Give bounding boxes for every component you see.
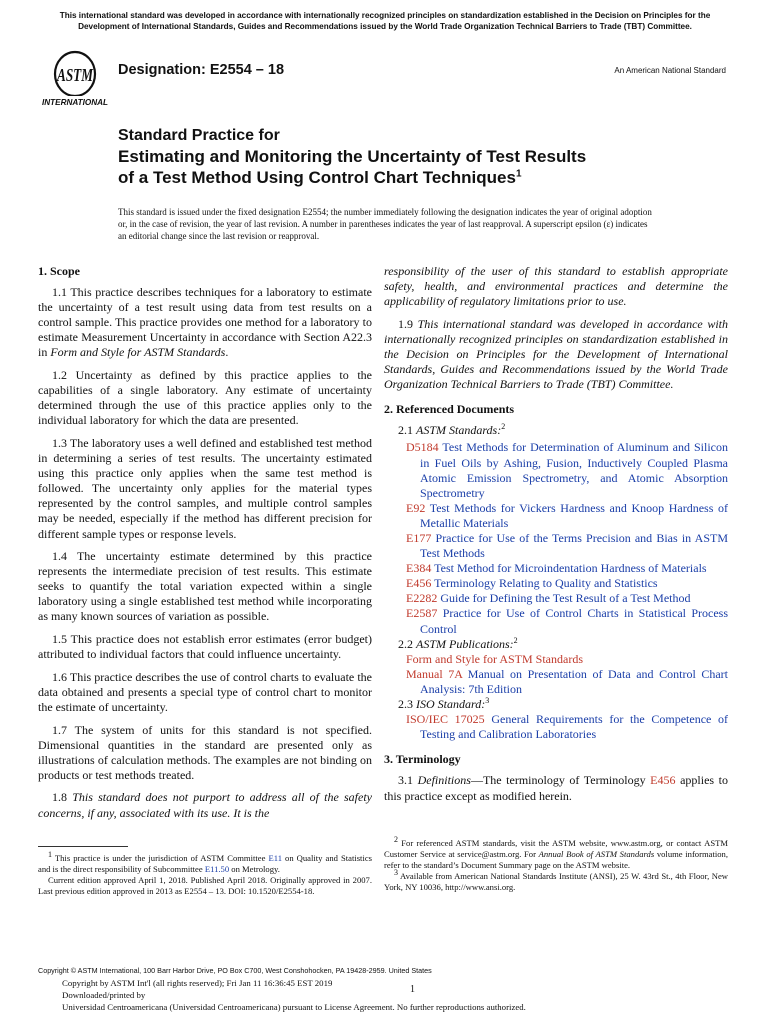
link-e11-50[interactable]: E11.50 — [204, 864, 230, 874]
footnote-1-edition: Current edition approved April 1, 2018. Published April 2018. Originally approved in 2007. Last previous edition approved in 2013 as E2554 – 13. DOI: 10.1520/E2554-18. — [38, 875, 372, 896]
ref-item[interactable] — [406, 501, 728, 531]
logo-text: ASTM — [56, 65, 94, 85]
american-national-standard: An American National Standard — [614, 66, 726, 75]
ref-title: Practice for Use of the Terms Precision and Bias in ASTM Test Methods — [420, 531, 729, 561]
link-e11[interactable]: E11 — [268, 853, 282, 863]
printed-line-1: Copyright by ASTM Int'l (all rights reserved); Fri Jan 11 16:36:45 EST 2019 — [62, 978, 333, 988]
section-scope-heading: 1. Scope — [38, 264, 80, 278]
ref-title: Test Methods for Determination of Aluminum and Silicon in Fuel Oils by Ashing, Fusion, Inductively Coupled Plasma Atomic Emission Spectrometry, and Atomic Absorption Spectrometry — [420, 440, 728, 500]
footnote-3: $^3$ Available from American National Standards Institute (ANSI), 25 W. 43rd St., 4th Floor, New York, NY 10036, http://www.ansi.org. — [384, 868, 728, 892]
link-e456[interactable]: E456 — [650, 773, 676, 788]
ref-code: E177 — [406, 531, 432, 545]
para-2-1: 2.1 ASTM Standards:$^2$ — [398, 422, 506, 438]
astm-logo — [38, 50, 112, 108]
para-1-5: 1.5 This practice does not establish error estimates (error budget) attributed to individual factors that could influence uncertainty. — [38, 632, 372, 662]
title-line-2: Estimating and Monitoring the Uncertainty of Test Results — [118, 147, 587, 166]
printed-notice — [62, 977, 662, 1013]
para-1-9: 1.9 This international standard was developed in accordance with internationally recognized principles on standardization established in the Decision on Principles for the Development of International Standards, Guides and Recommendations issued by the World Trade Organization Technical Barriers to Trade (TBT) Committee. — [384, 316, 729, 392]
pub-manual-7a[interactable]: Manual 7A Manual on Presentation of Data and Control Chart Analysis: 7th Edition — [406, 666, 729, 696]
footnote-separator — [38, 846, 128, 847]
ref-item[interactable] — [406, 606, 728, 636]
ref-item[interactable] — [406, 591, 728, 606]
top-notice: This international standard was developed in accordance with internationally recognized principles on standardization established in the Decision on Principles for the Development of International Standards, Guides and Recommendations issued by the World Trade Organization Technical Barriers to Trade (TBT) Committee. — [59, 11, 711, 31]
title-line-3 — [118, 167, 718, 188]
astm-standards-list — [384, 440, 728, 636]
ref-title: Practice for Use of Control Charts in Statistical Process Control — [420, 606, 728, 636]
para-1-4: 1.4 The uncertainty estimate determined by this practice represents the intermediate precision of test results. This estimate seeks to quantify the total variation expected within a single laboratory using a single established test method while incorporating as many known sources of variation as possible. — [38, 549, 372, 624]
ref-title: Test Methods for Vickers Hardness and Knoop Hardness of Metallic Materials — [420, 500, 728, 530]
para-2-3: 2.3 ISO Standard:$^3$ — [398, 696, 490, 712]
ref-code: E2282 — [406, 591, 438, 606]
para-1-3: 1.3 The laboratory uses a well defined and established test method in determining a series of test results. The uncertainty estimated using this practice only applies when the same test method is followed. The uncertainty only applies for the material types represented by the control samples, and multiple control samples may be needed, especially if the method has different precision for different sample types or response levels. — [38, 435, 372, 541]
issued-note: This standard is issued under the fixed designation E2554; the number immediately following the designation indicates the year of original adoption or, in the case of revision, the year of last revision. A number in parentheses indicates the year of last reapproval. A superscript epsilon (ε) indicates an editorial change since the last revision or reapproval. — [118, 207, 652, 241]
para-1-7: 1.7 The system of units for this standard is not specified. Dimensional quantities in the standard are presented only as illustrations of calculation methods. The examples are not binding on products or test methods treated. — [38, 722, 372, 782]
para-1-6: 1.6 This practice describes the use of control charts to evaluate the data obtained and presents a special type of control chart to monitor the estimate of uncertainty. — [38, 669, 372, 714]
iso-17025[interactable]: ISO/IEC 17025 General Requirements for the Competence of Testing and Calibration Laboratories — [406, 712, 729, 742]
copyright-line: Copyright © ASTM International, 100 Barr Harbor Drive, PO Box C700, West Conshohocken, PA 19428-2959. United States — [38, 966, 432, 975]
para-1-2: 1.2 Uncertainty as defined by this practice applies to the capabilities of a single laboratory. Any estimate of uncertainty determined through the use of this practice applies only to the individual laboratory for which the data are presented. — [38, 368, 372, 428]
left-column — [38, 264, 372, 828]
ref-code: E2587 — [406, 606, 438, 621]
ref-title: Terminology Relating to Quality and Statistics — [434, 576, 658, 591]
ref-title: Guide for Defining the Test Result of a Test Method — [440, 591, 691, 606]
ref-code: E456 — [406, 576, 432, 591]
para-3-1: 3.1 Definitions—The terminology of Terminology E456 applies to this practice except as modified herein. — [384, 773, 729, 803]
footnote-1: $^1$ This practice is under the jurisdiction of ASTM Committee E11 on Quality and Statistics and is the direct responsibility of Subcommittee E11.50 on Metrology. — [38, 850, 372, 874]
title-line-1: Standard Practice for — [118, 127, 280, 144]
document-title — [118, 126, 718, 188]
left-footnotes — [38, 846, 372, 897]
page-number: 1 — [410, 984, 415, 995]
section-terminology-heading: 3. Terminology — [384, 752, 461, 767]
ref-title: Test Method for Microindentation Hardness of Materials — [434, 561, 707, 576]
para-1-8: 1.8 This standard does not purport to address all of the safety concerns, if any, associated with its use. It is the — [38, 790, 372, 820]
ref-item[interactable] — [406, 561, 728, 576]
title-line-3-text: of a Test Method Using Control Chart Techniques — [118, 168, 516, 187]
title-footnote-marker[interactable]: 1 — [515, 168, 522, 180]
ref-code: E384 — [406, 561, 432, 576]
ref-code: E92 — [406, 500, 426, 515]
para-1-8-cont: responsibility of the user of this standard to establish appropriate safety, health, and environmental practices and determine the applicability of regulatory limitations prior to use. — [384, 264, 728, 309]
ref-item[interactable] — [406, 531, 728, 561]
ref-item[interactable] — [406, 440, 728, 500]
pub-form-and-style[interactable]: Form and Style for ASTM Standards — [406, 651, 583, 666]
printed-line-2: Downloaded/printed by — [62, 990, 146, 1000]
printed-line-3: Universidad Centroamericana (Universidad Centroamericana) pursuant to License Agreement. No further reproductions authorized. — [62, 1002, 526, 1012]
ref-item[interactable] — [406, 576, 728, 591]
para-1-1: 1.1 This practice describes techniques for a laboratory to estimate the uncertainty of a test result using data from test results on a control sample. This practice provides one method for a laboratory to estimate Measurement Uncertainty in accordance with Section A22.3 in Form and Style for ASTM Standards. — [38, 285, 372, 360]
footnote-2: $^2$ For referenced ASTM standards, visit the ASTM website, www.astm.org, or contact ASTM Customer Service at service@astm.org. For Annual Book of ASTM Standards volume information, refer to the standard’s Document Summary page on the ASTM website. — [384, 835, 728, 870]
designation: Designation: E2554 – 18 — [118, 62, 285, 78]
right-column — [384, 264, 728, 811]
section-refs-heading: 2. Referenced Documents — [384, 402, 515, 417]
ref-code: D5184 — [406, 440, 439, 455]
para-2-2: 2.2 ASTM Publications:$^2$ — [398, 635, 518, 651]
right-footnotes — [384, 835, 728, 893]
logo-sub: INTERNATIONAL — [42, 97, 108, 107]
